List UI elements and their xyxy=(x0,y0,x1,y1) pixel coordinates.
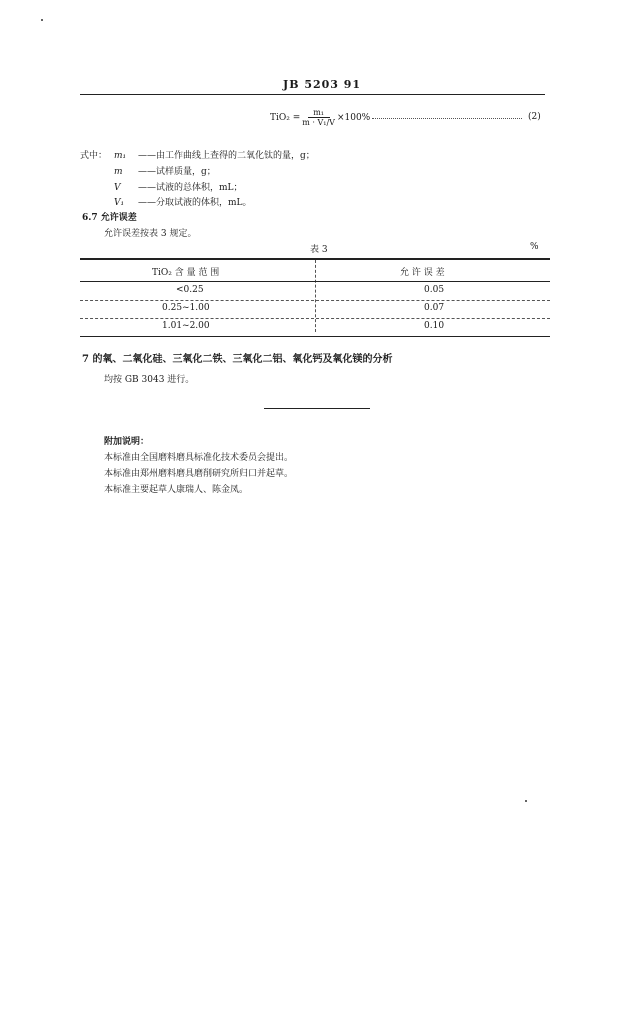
formula-lhs: TiO₂ = xyxy=(270,112,301,123)
table-cell-range: 1.01~2.00 xyxy=(162,321,210,331)
where-item xyxy=(114,180,243,193)
notes-line: 本标准由郑州磨料磨具磨削研究所归口并起草。 xyxy=(104,469,294,479)
section-7-heading: 7 的氧、二氧化硅、三氧化二铁、三氧化二铝、氧化钙及氧化镁的分析 xyxy=(82,354,393,365)
scan-speck xyxy=(525,800,527,802)
table-cell-range: 0.25~1.00 xyxy=(162,303,210,313)
header-rule xyxy=(80,94,545,95)
section-6-7-heading: 6.7 允许误差 xyxy=(82,213,137,223)
formula-number: (2) xyxy=(528,112,541,122)
table-caption: 表 3 xyxy=(310,245,328,255)
where-symbol: m₁ xyxy=(114,151,127,161)
formula xyxy=(270,108,370,127)
table-bottom-rule xyxy=(80,336,550,337)
where-symbol: V₁ xyxy=(114,198,125,208)
formula-multiplier: ×100% xyxy=(336,112,371,123)
where-description: ——分取试液的体积，mL。 xyxy=(138,198,252,208)
where-item xyxy=(114,195,252,208)
formula-fraction xyxy=(302,108,335,127)
end-rule xyxy=(264,408,370,409)
table-header-tolerance: 允 许 误 差 xyxy=(400,268,445,278)
notes-title: 附加说明： xyxy=(104,437,150,447)
table-cell-tolerance: 0.05 xyxy=(424,285,445,295)
table-unit: % xyxy=(530,242,539,252)
where-symbol: V xyxy=(114,183,121,193)
where-description: ——由工作曲线上查得的二氧化钛的量，g； xyxy=(138,151,315,161)
scan-speck xyxy=(41,19,43,21)
where-item xyxy=(114,148,315,161)
table-row-rule xyxy=(80,318,550,319)
where-description: ——试液的总体积，mL； xyxy=(138,183,243,193)
where-item xyxy=(114,164,216,177)
where-intro: 式中： xyxy=(80,151,108,161)
formula-denominator: m · V₁/V xyxy=(302,118,335,127)
table-header-rule xyxy=(80,281,550,282)
section-7-text: 均按 GB 3043 进行。 xyxy=(104,375,195,385)
table-cell-range: <0.25 xyxy=(176,285,204,295)
where-description: ——试样质量，g； xyxy=(138,167,216,177)
notes-line: 本标准由全国磨料磨具标准化技术委员会提出。 xyxy=(104,453,294,463)
table-column-divider xyxy=(315,260,316,332)
formula-numerator: m₁ xyxy=(313,108,325,117)
notes-line: 本标准主要起草人康瑞人、陈金凤。 xyxy=(104,485,249,495)
formula-leader-dots xyxy=(372,118,522,119)
table-cell-tolerance: 0.07 xyxy=(424,303,445,313)
table-row-rule xyxy=(80,300,550,301)
table-cell-tolerance: 0.10 xyxy=(424,321,445,331)
section-6-7-text: 允许误差按表 3 规定。 xyxy=(104,229,197,239)
where-symbol: m xyxy=(114,167,123,177)
table-header-range: TiO₂ 含 量 范 围 xyxy=(152,268,220,278)
standard-code-header: JB 5203 91 xyxy=(283,78,362,91)
